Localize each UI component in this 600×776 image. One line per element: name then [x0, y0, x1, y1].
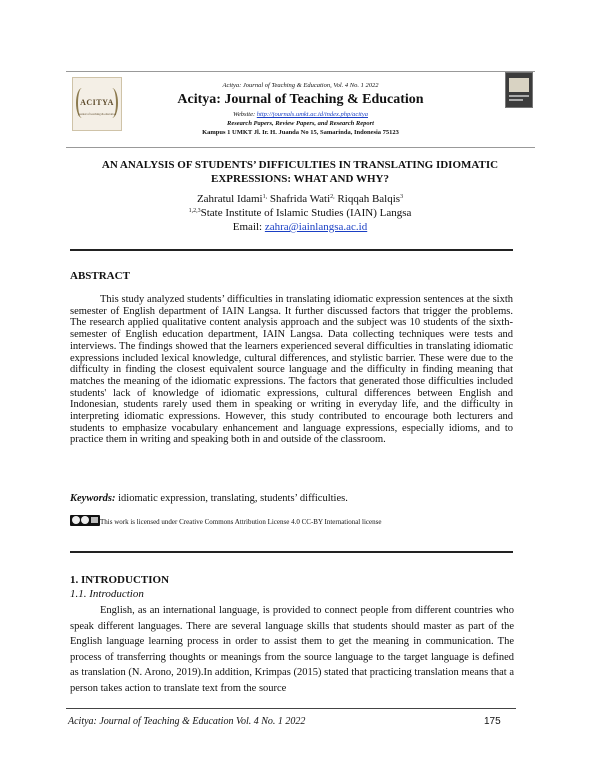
introduction-text: English, as an international language, is provided to connect people from different countries who speak different languages. There are several language skills that students should master as part of the English language learning process in order to assist them to get the meaning in communication. The process of transferring thoughts or meanings from the source language to the target language is defined as translation (N. Arono, 2019).In addition, Krimpas (2015) stated that practicing translation means that a person takes action to translate text from the source [70, 605, 514, 694]
journal-title: Acitya: Journal of Teaching & Education [177, 92, 424, 107]
abstract-heading: ABSTRACT [70, 270, 130, 282]
cc-by-badge-icon[interactable] [70, 515, 100, 526]
author-list [60, 193, 540, 205]
license-notice [70, 515, 381, 526]
affiliation [60, 207, 540, 219]
divider [70, 551, 513, 553]
page-number: 175 [484, 716, 501, 727]
email-label: Email: [232, 221, 265, 233]
author-name: Zahratul Idami [196, 193, 263, 205]
journal-website [66, 111, 535, 118]
section-heading: 1. INTRODUCTION [70, 574, 170, 586]
author-name: Shafrida Wati [267, 193, 331, 205]
divider [70, 249, 513, 251]
license-text: This work is licensed under Creative Commons Attribution License 4.0 CC-BY International license [100, 518, 382, 526]
author-marker: 2, [330, 194, 335, 200]
keywords [70, 493, 513, 504]
journal-address: Kampus 1 UMKT Jl. Ir. H. Juanda No 15, Samarinda, Indonesia 75123 [202, 129, 399, 136]
author-marker: 1, [262, 194, 268, 200]
footer-journal-info: Acitya: Journal of Teaching & Education Vol. 4 No. 1 2022 [68, 716, 306, 727]
paper-title-line-2: EXPRESSIONS: WHAT AND WHY? [211, 173, 389, 185]
logo-subtext: journal of teaching & education [77, 112, 117, 116]
author-name: Riqqah Balqis [334, 193, 401, 205]
email-link[interactable]: zahra@iainlangsa.ac.id [264, 221, 368, 233]
journal-issue-line: Acitya: Journal of Teaching & Education, Vol. 4 No. 1 2022 [222, 82, 379, 89]
abstract-text: This study analyzed students’ difficulties in translating idiomatic expression sentences at the sixth semester of English department of IAIN Langsa. It further discussed factors that trigger the problems. The research applied qualitative content analysis approach and the subject was 10 students of the sixth-semester of English education department, IAIN Langsa. Data collecting techniques were tests and interviews. The findings showed that the learners experienced several difficulties in translating idiomatic expressions included lexical knowledge, cultural differences, and stylistic barrier. These were due to the difficulty in finding the closest equivalent source language and the difficulty in finding meaning that matches the meaning of the idiomatic expressions. The factors that generated those difficulties included students' lack of knowledge of idiomatic expressions, cultural differences between English and Indonesian, students rarely used them in speaking or writing in everyday life, and the difficulty in interpreting idiomatic expressions. However, this study contributed to encourage both lecturers and students to emphasize vocabulary enhancement and language expressions, especially idioms, and to practice them in writing and speaking both in and outside of the classroom. [70, 294, 513, 446]
paper-types: Research Papers, Review Papers, and Research Report [227, 120, 374, 127]
subsection-heading: 1.1. Introduction [70, 588, 144, 600]
affiliation-marker: 1,2,3 [188, 208, 201, 214]
logo-text: ACITYA [80, 98, 114, 107]
affiliation-text: State Institute of Islamic Studies (IAIN) Langsa [200, 207, 412, 219]
keywords-label: Keywords: [70, 493, 116, 504]
contact-email [60, 221, 540, 233]
keywords-text: idiomatic expression, translating, students’ difficulties. [115, 493, 348, 504]
paper-title-line-1: AN ANALYSIS OF STUDENTS’ DIFFICULTIES IN TRANSLATING IDIOMATIC [101, 159, 499, 171]
footer-divider [66, 708, 516, 709]
website-label: Website: [233, 111, 257, 118]
author-marker: 3 [400, 194, 404, 200]
website-link[interactable]: http://journals.umkt.ac.id/index.php/acitya [256, 111, 368, 118]
